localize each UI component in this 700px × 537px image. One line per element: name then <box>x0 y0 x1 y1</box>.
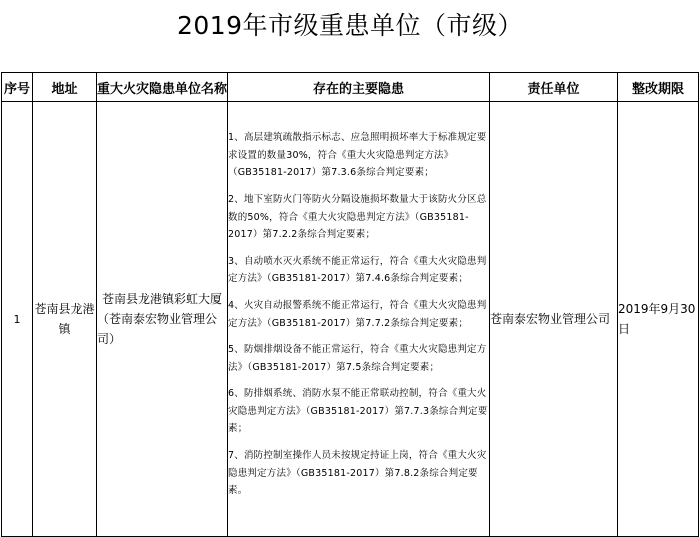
column-header-hazards: 存在的主要隐患 <box>228 73 490 102</box>
hazard-item: 2、地下室防火门等防火分隔设施损坏数量大于该防火分区总数的50%，符合《重大火灾隐患判定方法》（GB35181-2017）第7.2.2条综合判定要素； <box>228 193 487 241</box>
table-row <box>2 102 699 537</box>
cell-responsible: 苍南泰宏物业管理公司 <box>490 102 618 537</box>
hazard-item: 5、防烟排烟设备不能正常运行，符合《重大火灾隐患判定方法》（GB35181-2017）第7.5条综合判定要素； <box>228 344 487 373</box>
hazard-item: 7、消防控制室操作人员未按规定持证上岗，符合《重大火灾隐患判定方法》（GB35181-2017）第7.8.2条综合判定要素。 <box>228 450 487 497</box>
column-header-responsible: 责任单位 <box>490 73 618 102</box>
cell-deadline: 2019年9月30日 <box>618 102 699 537</box>
column-header-unit-name: 重大火灾隐患单位名称 <box>97 73 228 102</box>
cell-hazards <box>228 102 490 537</box>
cell-no: 1 <box>2 102 33 537</box>
column-header-address: 地址 <box>33 73 97 102</box>
cell-unit-name <box>97 102 228 537</box>
unit-name: 苍南县龙港镇彩虹大厦 <box>101 292 222 306</box>
column-header-deadline: 整改期限 <box>618 73 699 102</box>
hazard-item: 1、高层建筑疏散指示标志、应急照明损坏率大于标准规定要求设置的数量30%，符合《重大火灾隐患判定方法》（GB35181-2017）第7.3.6条综合判定要素； <box>228 132 487 179</box>
table-header-row <box>2 73 699 102</box>
hazard-item: 3、自动喷水灭火系统不能正常运行，符合《重大火灾隐患判定方法》（GB35181-2017）第7.4.6条综合判定要素； <box>228 255 487 285</box>
hazard-item: 6、防排烟系统、消防水泵不能正常联动控制，符合《重大火灾隐患判定方法》（GB35181-2017）第7.7.3条综合判定要素； <box>228 388 488 435</box>
page-title: 2019年市级重患单位（市级） <box>176 11 524 40</box>
column-header-no: 序号 <box>2 73 33 102</box>
cell-address: 苍南县龙港镇 <box>33 102 97 537</box>
unit-operator: （苍南泰宏物业管理公司） <box>97 312 218 346</box>
hazard-table <box>1 72 699 537</box>
hazard-item: 4、火灾自动报警系统不能正常运行，符合《重大火灾隐患判定方法》（GB35181-2017）第7.7.2条综合判定要素； <box>228 299 487 329</box>
